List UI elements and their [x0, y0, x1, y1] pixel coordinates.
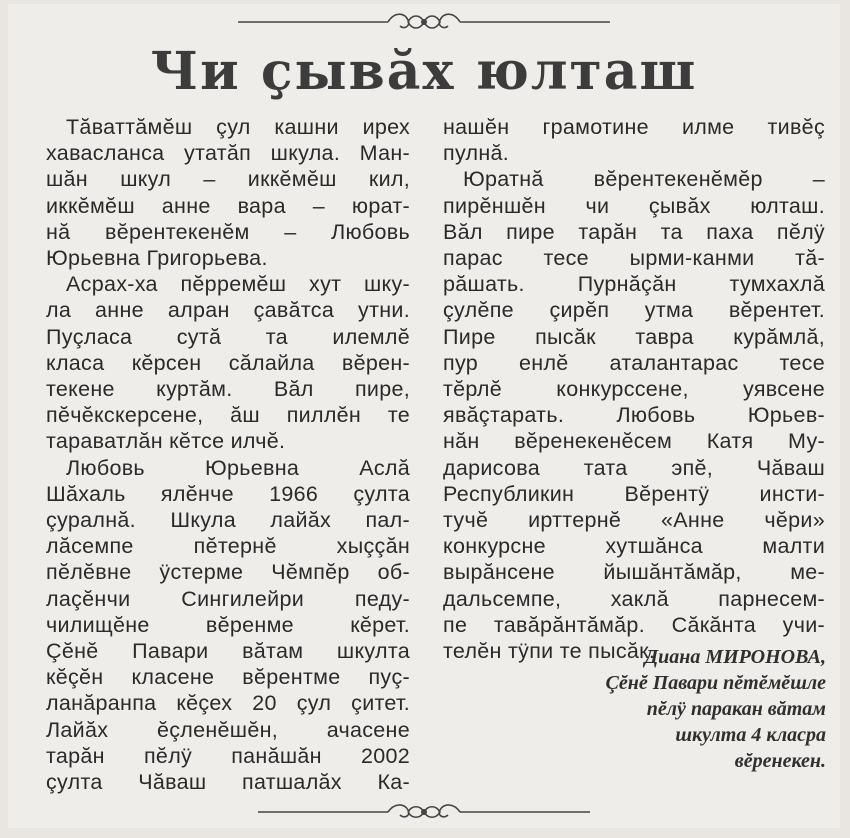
text-line: пирĕншĕн чи çывăх юлташ.	[443, 193, 825, 218]
byline-line: шкулта 4 класра	[675, 724, 826, 746]
text-line: кĕçĕн класене вĕрентме пуç-	[46, 665, 410, 690]
text-line: нашĕн грамотине илме тивĕç	[443, 115, 825, 139]
text-line: дарисова тата эпĕ, Чăваш	[443, 455, 825, 480]
text-line: Çĕнĕ Павари вăтам шкулта	[46, 639, 410, 664]
text-line: çулта Чăваш патшалăх Ка-	[46, 770, 410, 795]
ornament-divider-icon	[8, 798, 840, 828]
text-line: класа кĕрсен сăлайла вĕрен-	[46, 350, 410, 375]
text-line: пулнă.	[443, 141, 510, 166]
text-line: конкурсне хутшăнса малти	[443, 534, 825, 559]
text-line: иккĕмĕш анне вара – юрат-	[46, 193, 410, 218]
text-line: пĕчĕкскерсене, ăш пиллĕн те	[46, 403, 410, 428]
left-column	[46, 114, 410, 795]
byline-line: Çĕнĕ Павари пĕтĕмĕшле	[605, 672, 826, 694]
text-line: пур енлĕ аталантарас тесе	[443, 350, 825, 375]
text-line: лăсемпе пĕтернĕ хыççăн	[46, 534, 410, 559]
author-name: Диана МИРОНОВА,	[644, 646, 826, 668]
text-line: Республикин Вĕрентÿ инсти-	[443, 481, 825, 506]
text-line: вырăнсене йышăнтăмăр, ме-	[443, 560, 825, 585]
byline-line: пĕлÿ паракан вăтам	[646, 698, 826, 720]
text-line: парас тесе ырми-канми тă-	[443, 246, 825, 271]
text-line: шăн шкул – иккĕмĕш кил,	[46, 167, 410, 192]
text-line: рăшать. Пурнăçăн тумхахлă	[443, 272, 825, 297]
text-line: пе тавăрăнтăмăр. Сăкăнта учи-	[443, 612, 825, 637]
text-line: Асрах-ха пĕрремĕш хут шку-	[66, 272, 410, 297]
text-line: явăçтарать. Любовь Юрьев-	[443, 403, 825, 428]
text-line: Пире пысăк тавра курăмлă,	[443, 324, 825, 349]
text-line: тараватлăн кĕтсе илчĕ.	[46, 429, 286, 454]
text-line: Юрьевна Григорьева.	[46, 246, 268, 271]
text-line: Любовь Юрьевна Аслă	[66, 455, 410, 480]
right-column	[443, 114, 825, 664]
text-line: дальсемпе, хаклă парнесем-	[443, 586, 825, 611]
newspaper-clipping	[8, 4, 840, 828]
text-line: Лайăх ĕçленĕшĕн, ачасене	[46, 717, 410, 742]
author-byline	[606, 644, 827, 774]
article-title: Чи çывăх юлташ	[150, 41, 698, 102]
text-line: Шăхаль ялĕнче 1966 çулта	[46, 481, 410, 506]
text-line: пĕлĕвне ÿстерме Чĕмпĕр об-	[46, 560, 410, 585]
text-line: хавасланса утатăп шкула. Ман-	[46, 141, 410, 166]
text-line: çулĕпе çирĕп утма вĕрентет.	[443, 298, 825, 323]
text-line: Юратнă вĕрентекенĕмĕр –	[463, 167, 825, 192]
text-line: тĕрлĕ конкурссене, уявсене	[443, 377, 825, 402]
text-line: чилищĕне вĕренме кĕрет.	[46, 612, 410, 637]
text-line: текене куртăм. Вăл пире,	[46, 377, 410, 402]
text-line: лаçĕнчи Сингилейри педу-	[46, 586, 410, 611]
text-line: çуралнă. Шкула лайăх пал-	[46, 508, 410, 533]
text-line: ланăранпа кĕçех 20 çул çитет.	[46, 691, 410, 716]
text-line: нă вĕрентекенĕм – Любовь	[46, 219, 410, 244]
byline-line: вĕренекен.	[734, 750, 826, 772]
text-line: тарăн пĕлÿ панăшăн 2002	[46, 743, 410, 768]
text-line: Пуçласа сутă та илемлĕ	[46, 324, 410, 349]
text-line: тучĕ ирттернĕ «Анне чĕри»	[443, 508, 825, 533]
bottom-ornament	[8, 798, 840, 828]
text-line: телĕн тÿпи те пысăк.	[443, 639, 656, 664]
ornament-divider-icon	[8, 6, 840, 36]
text-line: ла анне алран çавăтса утни.	[46, 298, 410, 323]
text-line: Вăл пире тарăн та паха пĕлÿ	[443, 219, 825, 244]
text-line: Тăваттăмĕш çул кашни ирех	[66, 115, 410, 139]
top-ornament	[8, 6, 840, 36]
text-line: нăн вĕренекенĕсем Катя Му-	[443, 429, 825, 454]
